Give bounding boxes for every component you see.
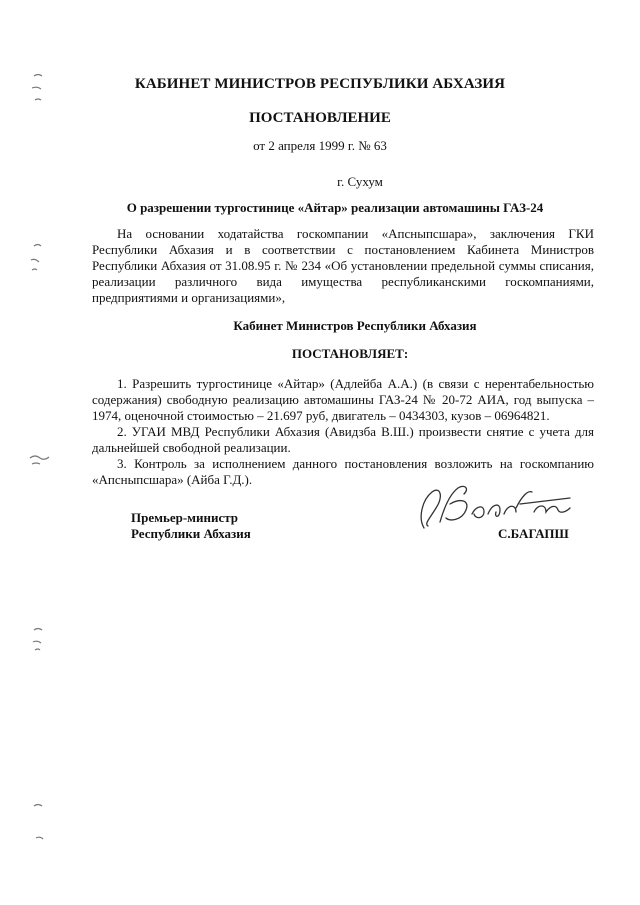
signatory-name: С.БАГАПШ [498, 526, 569, 541]
signatory-position [131, 510, 251, 542]
subject-line: О разрешении тургостинице «Айтар» реализации автомашины ГАЗ-24 [126, 200, 544, 215]
city: г. Сухум [337, 174, 383, 189]
punch-hole-mark [26, 240, 48, 280]
cabinet-line: Кабинет Министров Республики Абхазия [233, 318, 477, 333]
resolution-item-3: 3. Контроль за исполнением данного постановления возложить на госкомпанию «Апсныпсшара» (Айба Г.Д.). [92, 456, 594, 487]
resolves-heading: ПОСТАНОВЛЯЕТ: [291, 346, 409, 361]
resolution-item-2: 2. УГАИ МВД Республики Абхазия (Авидзба В.Ш.) произвести снятие с учета для дальнейшей свободной реализации. [92, 424, 594, 455]
document-type: ПОСТАНОВЛЕНИЕ [249, 110, 391, 126]
punch-hole-mark [28, 800, 50, 850]
date-number: от 2 апреля 1999 г. № 63 [253, 138, 387, 153]
punch-hole-mark [26, 448, 54, 472]
punch-hole-mark [28, 624, 50, 658]
basis-paragraph: На основании ходатайства госкомпании «Апсныпсшара», заключения ГКИ Республики Абхазия и в соответствии с постановлением Кабинета Министров Республики Абхазия от 31.08.95 г. № 234 «Об установлении предельной суммы списания, реализации различного вида имущества республиканскими госкомпаниями, предприятиями и организациями», [92, 226, 594, 305]
signatory-position-line-2: Республики Абхазия [131, 526, 251, 541]
document-title: КАБИНЕТ МИНИСТРОВ РЕСПУБЛИКИ АБХАЗИЯ [134, 76, 506, 92]
resolution-item-1: 1. Разрешить тургостинице «Айтар» (Адлейба А.А.) (в связи с нерентабельностью содержания) свободную реализацию автомашины ГАЗ-24 № 20-72 АИА, год выпуска – 1974, оценочной стоимостью – 21.697 руб, двигатель – 0434303, кузов – 06964821. [92, 376, 594, 423]
signatory-position-line-1: Премьер-министр [131, 510, 239, 525]
